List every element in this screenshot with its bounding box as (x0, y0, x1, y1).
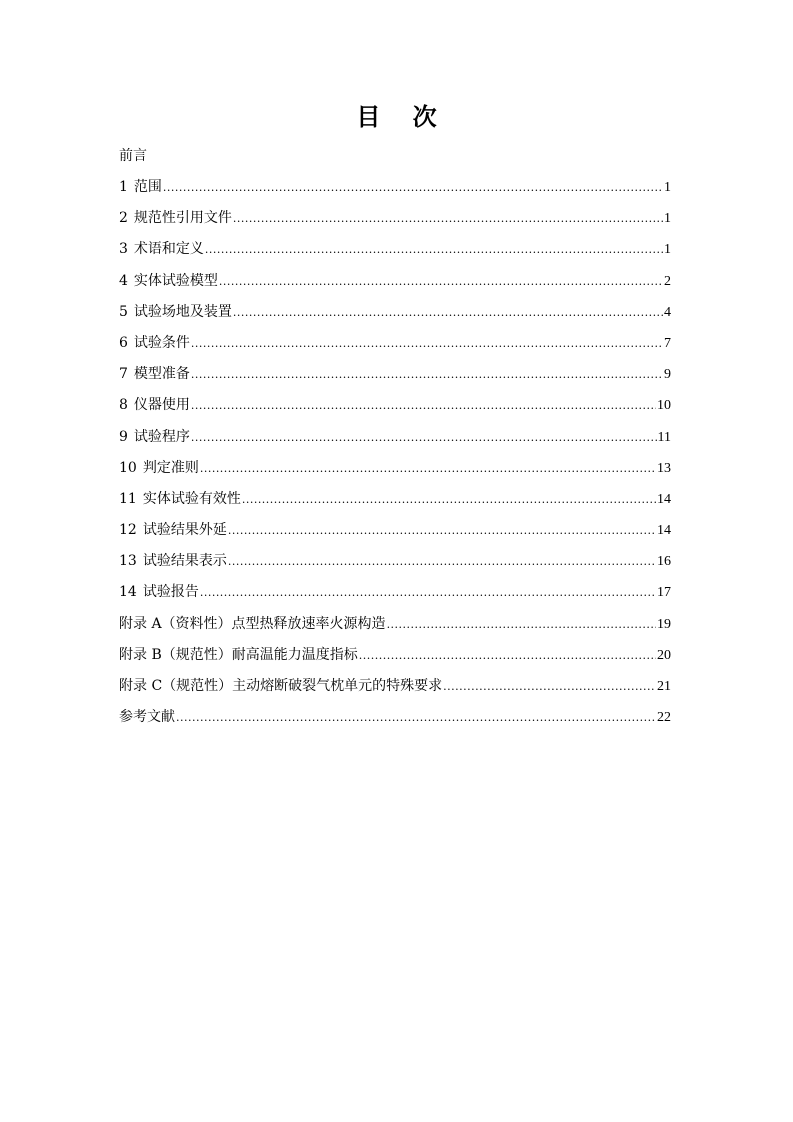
toc-entry-number: 2 (119, 210, 128, 227)
toc-entry[interactable] (119, 546, 671, 577)
toc-entry-page: 10 (657, 398, 671, 414)
toc-entry-title: 规范性引用文件 (133, 210, 232, 227)
toc-entry-page: 9 (664, 367, 671, 383)
toc-entry-title: 模型准备 (133, 366, 190, 383)
toc-entry-appendix-c[interactable] (119, 671, 671, 702)
dot-leader (163, 172, 663, 203)
dot-leader (200, 453, 656, 484)
dot-leader (191, 359, 663, 390)
toc-entry-preface[interactable]: 前言 (119, 148, 147, 164)
toc-entry-page: 11 (657, 429, 671, 445)
toc-entry-title: 仪器使用 (133, 397, 190, 414)
dot-leader (233, 297, 663, 328)
toc-entry[interactable] (119, 172, 671, 203)
toc-entry-number: 7 (119, 366, 128, 383)
toc-entry[interactable] (119, 484, 671, 515)
toc-entry[interactable] (119, 577, 671, 608)
toc-entry-page: 1 (664, 180, 671, 195)
toc-entry-page: 17 (657, 585, 671, 601)
dot-leader (242, 484, 656, 515)
toc-entry[interactable] (119, 515, 671, 546)
toc-entry-number: 4 (119, 272, 128, 289)
dot-leader (191, 328, 663, 359)
toc-entry-title: 判定准则 (142, 459, 199, 476)
dot-leader (219, 266, 663, 297)
dot-leader (228, 546, 656, 577)
toc-entry-page: 2 (664, 273, 671, 289)
toc-entry-title: 试验报告 (142, 584, 199, 601)
dot-leader (191, 390, 656, 421)
page-title: 目 次 (356, 102, 449, 131)
dot-leader (359, 640, 656, 671)
toc-entry-page: 1 (664, 211, 671, 227)
toc-entry-number: 3 (119, 241, 128, 258)
toc-entry-title: 术语和定义 (133, 241, 204, 258)
toc-entry-title: 试验程序 (133, 428, 190, 445)
toc-entry-appendix-b[interactable] (119, 640, 671, 671)
dot-leader (205, 234, 663, 265)
toc-entry[interactable] (119, 453, 671, 484)
toc-entry-page: 16 (657, 554, 671, 570)
toc-entry-title: 试验条件 (133, 334, 190, 351)
toc-entry[interactable] (119, 297, 671, 328)
toc-entry-title: 参考文献 (119, 709, 175, 726)
toc-entry-title: 附录 B（规范性）耐高温能力温度指标 (119, 646, 358, 663)
toc-entry-page: 22 (657, 710, 671, 726)
toc-entry[interactable] (119, 266, 671, 297)
toc-entry-number: 11 (119, 490, 137, 507)
toc-entry-bibliography[interactable] (119, 702, 671, 733)
dot-leader (176, 702, 656, 733)
toc-entry-page: 13 (657, 460, 671, 476)
toc-entry-number: 5 (119, 303, 128, 320)
toc-entry-number: 1 (119, 179, 128, 195)
dot-leader (443, 671, 656, 702)
toc-entry-number: 9 (119, 428, 128, 445)
toc-entry-title: 附录 C（规范性）主动熔断破裂气枕单元的特殊要求 (119, 678, 443, 694)
table-of-contents (119, 141, 671, 733)
toc-entry-title: 实体试验有效性 (142, 490, 241, 507)
dot-leader (191, 422, 657, 453)
toc-entry-page: 19 (657, 616, 671, 632)
dot-leader (200, 577, 656, 608)
toc-entry-title: 试验场地及装置 (133, 303, 232, 320)
toc-entry-number: 10 (119, 459, 137, 476)
toc-entry-page: 4 (664, 304, 671, 320)
toc-entry-number: 6 (119, 334, 128, 351)
dot-leader (233, 203, 663, 234)
toc-entry[interactable] (119, 422, 671, 453)
toc-entry-page: 7 (664, 335, 671, 351)
toc-entry[interactable] (119, 234, 671, 265)
toc-entry-title: 实体试验模型 (133, 272, 218, 289)
toc-entry[interactable] (119, 359, 671, 390)
toc-entry[interactable] (119, 390, 671, 421)
toc-entry-title: 试验结果表示 (142, 553, 227, 570)
toc-entry-appendix-a[interactable] (119, 609, 671, 640)
dot-leader (228, 515, 656, 546)
toc-entry-page: 21 (657, 679, 671, 694)
toc-entry-page: 14 (657, 491, 671, 507)
toc-entry-number: 8 (119, 397, 128, 414)
toc-entry[interactable] (119, 203, 671, 234)
toc-entry-page: 14 (657, 523, 671, 539)
dot-leader (387, 609, 656, 640)
toc-entry[interactable] (119, 328, 671, 359)
toc-entry-number: 14 (119, 584, 137, 601)
toc-entry-page: 20 (657, 647, 671, 663)
toc-entry-number: 13 (119, 553, 137, 570)
toc-entry-title: 试验结果外延 (142, 522, 227, 539)
toc-entry-number: 12 (119, 522, 137, 539)
toc-entry-title: 范围 (133, 179, 162, 195)
toc-entry-page: 1 (664, 242, 671, 258)
toc-entry-title: 附录 A（资料性）点型热释放速率火源构造 (119, 615, 386, 632)
